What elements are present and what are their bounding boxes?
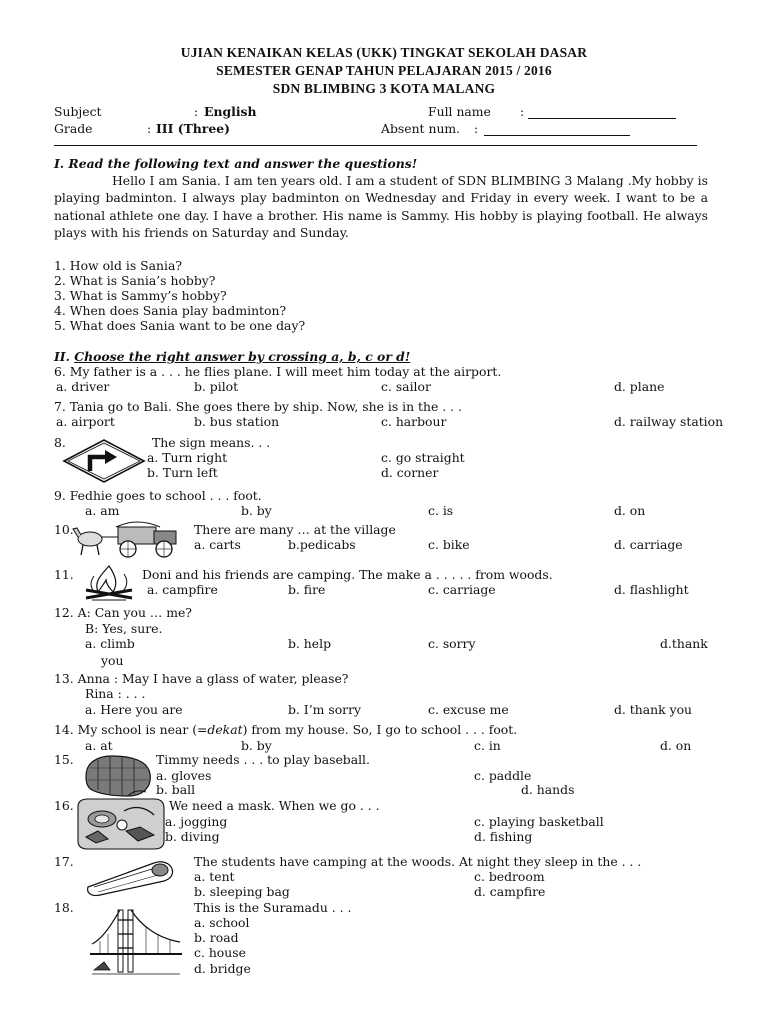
q10-option-c[interactable]: c. bike (428, 537, 470, 552)
question-10-number: 10. (54, 522, 74, 537)
q9-option-b[interactable]: b. by (241, 503, 272, 518)
suspension-bridge-icon (90, 904, 182, 978)
exam-title: UJIAN KENAIKAN KELAS (UKK) TINGKAT SEKOLAH DASAR (180, 45, 588, 60)
q13-option-c[interactable]: c. excuse me (428, 702, 509, 717)
q12-option-c[interactable]: c. sorry (428, 636, 476, 651)
q8-option-b[interactable]: b. Turn left (147, 465, 218, 480)
q7-option-a[interactable]: a. airport (56, 414, 115, 429)
q8-option-c[interactable]: c. go straight (381, 450, 465, 465)
question-11-number: 11. (54, 567, 74, 582)
q12-option-a[interactable]: a. climb (85, 636, 135, 651)
q18-option-a[interactable]: a. school (194, 915, 250, 930)
question-4: 4. When does Sania play badminton? (54, 303, 287, 318)
question-18-stem: This is the Suramadu . . . (194, 900, 352, 915)
q11-option-d[interactable]: d. flashlight (614, 582, 689, 597)
q11-option-b[interactable]: b. fire (288, 582, 326, 597)
question-6-stem: 6. My father is a . . . he flies plane. I will meet him today at the airport. (54, 364, 502, 379)
q14-option-a[interactable]: a. at (85, 738, 113, 753)
question-12-stem: 12. A: Can you … me? (54, 605, 192, 620)
question-3: 3. What is Sammy’s hobby? (54, 288, 227, 303)
q15-option-b[interactable]: b. ball (156, 782, 196, 797)
school-name: SDN BLIMBING 3 KOTA MALANG (272, 81, 496, 96)
question-17-number: 17. (54, 854, 74, 869)
section-2-title: II. Choose the right answer by crossing a, b, c or d! (54, 349, 411, 364)
question-2: 2. What is Sania’s hobby? (54, 273, 216, 288)
q11-option-c[interactable]: c. carriage (428, 582, 496, 597)
question-18-number: 18. (54, 900, 74, 915)
question-14-stem: 14. My school is near (=dekat) from my house. So, I go to school . . . foot. (54, 722, 518, 737)
q6-option-d[interactable]: d. plane (614, 379, 665, 394)
question-13-reply: Rina : . . . (85, 686, 146, 701)
q15-option-d[interactable]: d. hands (521, 782, 575, 797)
grade-label: Grade (54, 121, 93, 136)
q18-option-d[interactable]: d. bridge (194, 961, 251, 976)
q14-option-d[interactable]: d. on (660, 738, 692, 753)
baseball-glove-icon (82, 754, 154, 798)
fullname-colon: : (520, 104, 525, 119)
question-11-stem: Doni and his friends are camping. The make a . . . . . from woods. (142, 567, 553, 582)
q16-option-d[interactable]: d. fishing (474, 829, 533, 844)
q15-option-a[interactable]: a. gloves (156, 768, 212, 783)
q7-option-c[interactable]: c. harbour (381, 414, 447, 429)
q10-option-a[interactable]: a. carts (194, 537, 241, 552)
q16-option-b[interactable]: b. diving (165, 829, 220, 844)
question-16-stem: We need a mask. When we go . . . (169, 798, 380, 813)
question-8-stem: The sign means. . . (152, 435, 271, 450)
question-15-number: 15. (54, 752, 74, 767)
question-9-stem: 9. Fedhie goes to school . . . foot. (54, 488, 262, 503)
horse-cart-icon (68, 517, 182, 559)
absent-label: Absent num. (381, 121, 461, 136)
turn-right-sign-icon (62, 438, 146, 484)
question-17-stem: The students have camping at the woods. At night they sleep in the . . . (194, 854, 642, 869)
question-8-number: 8. (54, 435, 66, 450)
q7-option-d[interactable]: d. railway station (614, 414, 724, 429)
q17-option-b[interactable]: b. sleeping bag (194, 884, 290, 899)
absent-colon: : (474, 121, 479, 136)
q11-option-a[interactable]: a. campfire (147, 582, 218, 597)
q17-option-d[interactable]: d. campfire (474, 884, 546, 899)
sleeping-bag-icon (82, 857, 182, 897)
question-10-stem: There are many … at the village (194, 522, 396, 537)
question-12-reply: B: Yes, sure. (85, 621, 163, 636)
q17-option-a[interactable]: a. tent (194, 869, 235, 884)
campfire-icon (80, 562, 138, 602)
q14-option-c[interactable]: c. in (474, 738, 501, 753)
q10-option-b[interactable]: b.pedicabs (288, 537, 356, 552)
q12-option-d[interactable]: d.thank (660, 636, 708, 651)
diving-scene-icon (74, 797, 166, 851)
subject-value: English (204, 104, 257, 119)
q6-option-a[interactable]: a. driver (56, 379, 110, 394)
question-16-number: 16. (54, 798, 74, 813)
q9-option-c[interactable]: c. is (428, 503, 454, 518)
q7-option-b[interactable]: b. bus station (194, 414, 280, 429)
q8-option-d[interactable]: d. corner (381, 465, 439, 480)
question-13-stem: 13. Anna : May I have a glass of water, please? (54, 671, 349, 686)
q9-option-a[interactable]: a. am (85, 503, 120, 518)
q13-option-a[interactable]: a. Here you are (85, 702, 183, 717)
exam-semester: SEMESTER GENAP TAHUN PELAJARAN 2015 / 2016 (216, 63, 552, 78)
q13-option-d[interactable]: d. thank you (614, 702, 693, 717)
grade-colon: : (147, 121, 152, 136)
q16-option-a[interactable]: a. jogging (165, 814, 228, 829)
q13-option-b[interactable]: b. I’m sorry (288, 702, 361, 717)
q6-option-b[interactable]: b. pilot (194, 379, 239, 394)
q16-option-c[interactable]: c. playing basketball (474, 814, 604, 829)
header-divider (54, 145, 697, 146)
q12-option-b[interactable]: b. help (288, 636, 332, 651)
question-1: 1. How old is Sania? (54, 258, 182, 273)
q17-option-c[interactable]: c. bedroom (474, 869, 545, 884)
q6-option-c[interactable]: c. sailor (381, 379, 431, 394)
question-15-stem: Timmy needs . . . to play baseball. (156, 752, 370, 767)
q9-option-d[interactable]: d. on (614, 503, 646, 518)
q18-option-c[interactable]: c. house (194, 945, 246, 960)
q12-option-d-cont: you (101, 653, 124, 668)
reading-passage: Hello I am Sania. I am ten years old. I am a student of SDN BLIMBING 3 Malang .My hobby is playing badminton. I always play badminton on Wednesday and Friday in every week. I want to be a national athlete one day. I have a brother. His name is Sammy. His hobby is playing football. He always plays with his friends on Saturday and Sunday. (54, 173, 708, 240)
q10-option-d[interactable]: d. carriage (614, 537, 683, 552)
absent-number-field[interactable] (484, 121, 630, 140)
question-7-stem: 7. Tania go to Bali. She goes there by ship. Now, she is in the . . . (54, 399, 462, 414)
section-1-title: I. Read the following text and answer the questions! (54, 156, 418, 171)
q14-option-b[interactable]: b. by (241, 738, 272, 753)
grade-value: III (Three) (156, 121, 230, 136)
subject-colon: : (194, 104, 199, 119)
q18-option-b[interactable]: b. road (194, 930, 239, 945)
q15-option-c[interactable]: c. paddle (474, 768, 532, 783)
question-5: 5. What does Sania want to be one day? (54, 318, 306, 333)
q8-option-a[interactable]: a. Turn right (147, 450, 228, 465)
fullname-label: Full name (428, 104, 491, 119)
subject-label: Subject (54, 104, 102, 119)
